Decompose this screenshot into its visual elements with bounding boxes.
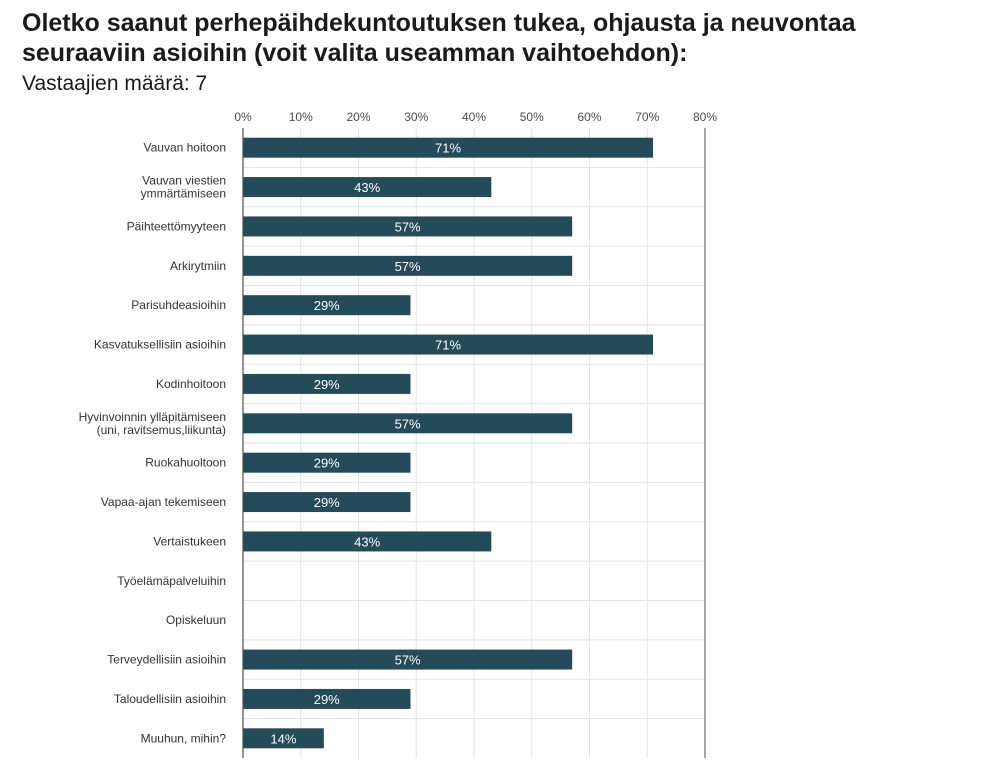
bar-value-label: 14% [270,731,297,747]
x-tick-label: 40% [461,110,487,124]
category-label-line: Vertaistukeen [153,534,226,549]
category-label-line: Parisuhdeasioihin [131,298,226,313]
bar-value-label: 43% [354,534,381,550]
bar-value-label: 57% [394,258,421,274]
x-axis-ticks [234,110,717,124]
category-label [94,338,226,352]
category-label-line: ymmärtämiseen [140,186,226,201]
bar-value-label: 57% [394,652,421,668]
category-label [166,613,226,627]
category-label [127,219,226,233]
category-label [79,410,226,437]
bar-value-label: 57% [394,219,421,235]
category-label-line: Päihteettömyyteen [126,219,226,234]
category-label [141,731,227,745]
category-label [114,692,226,706]
category-label-line: Opiskeluun [165,613,226,628]
bar-value-label: 29% [313,376,340,392]
bar-value-label: 29% [313,691,340,707]
bar-value-label: 71% [434,337,462,353]
category-label [153,534,226,548]
category-label-line: Arkirytmiin [170,258,226,273]
category-label-line: Vapaa-ajan tekemiseen [100,495,226,510]
category-label-line: Muuhun, mihin? [140,731,226,746]
category-label [107,653,226,667]
category-label-line: (uni, ravitsemus,liikunta) [96,422,226,437]
category-label [101,495,226,509]
category-label-line: Työelämäpalveluihin [117,573,226,588]
bar-value-label: 29% [313,455,340,471]
category-label-line: Terveydellisiin asioihin [107,652,226,667]
bar-value-label: 57% [394,416,421,432]
category-label-line: Vauvan hoitoon [143,140,226,155]
category-label [117,574,226,588]
x-tick-label: 70% [635,110,660,124]
category-label [131,298,226,312]
bar-value-label: 29% [313,298,340,314]
bar-value-label: 71% [434,140,462,156]
respondent-count: Vastaajien määrä: 7 [22,72,208,95]
category-label-line: Ruokahuoltoon [145,455,226,470]
category-label [170,259,226,273]
chart-title: Oletko saanut perhepäihdekuntoutuksen tukea, ohjausta ja neuvontaa seuraaviin asioihin (voit valita useamman vaihtoehdon): [22,9,856,67]
x-tick-label: 30% [404,110,429,124]
bar-value-label: 29% [313,495,340,511]
category-label [145,456,226,470]
category-label-line: Vauvan viestien [142,173,226,188]
bar-value-label: 43% [354,180,381,196]
x-tick-label: 0% [234,110,252,124]
category-label-line: Kodinhoitoon [155,376,226,391]
x-tick-label: 60% [577,110,602,124]
category-label-line: Taloudellisiin asioihin [113,691,226,706]
category-label-line: Kasvatuksellisiin asioihin [93,337,226,352]
category-label [141,174,226,201]
x-tick-label: 10% [288,110,313,124]
category-label-line: Hyvinvoinnin ylläpitämiseen [78,409,226,424]
category-label [156,377,226,391]
x-tick-label: 50% [519,110,544,124]
category-label [143,141,226,155]
x-tick-label: 80% [692,110,718,124]
category-labels [79,141,227,746]
x-tick-label: 20% [346,110,371,124]
